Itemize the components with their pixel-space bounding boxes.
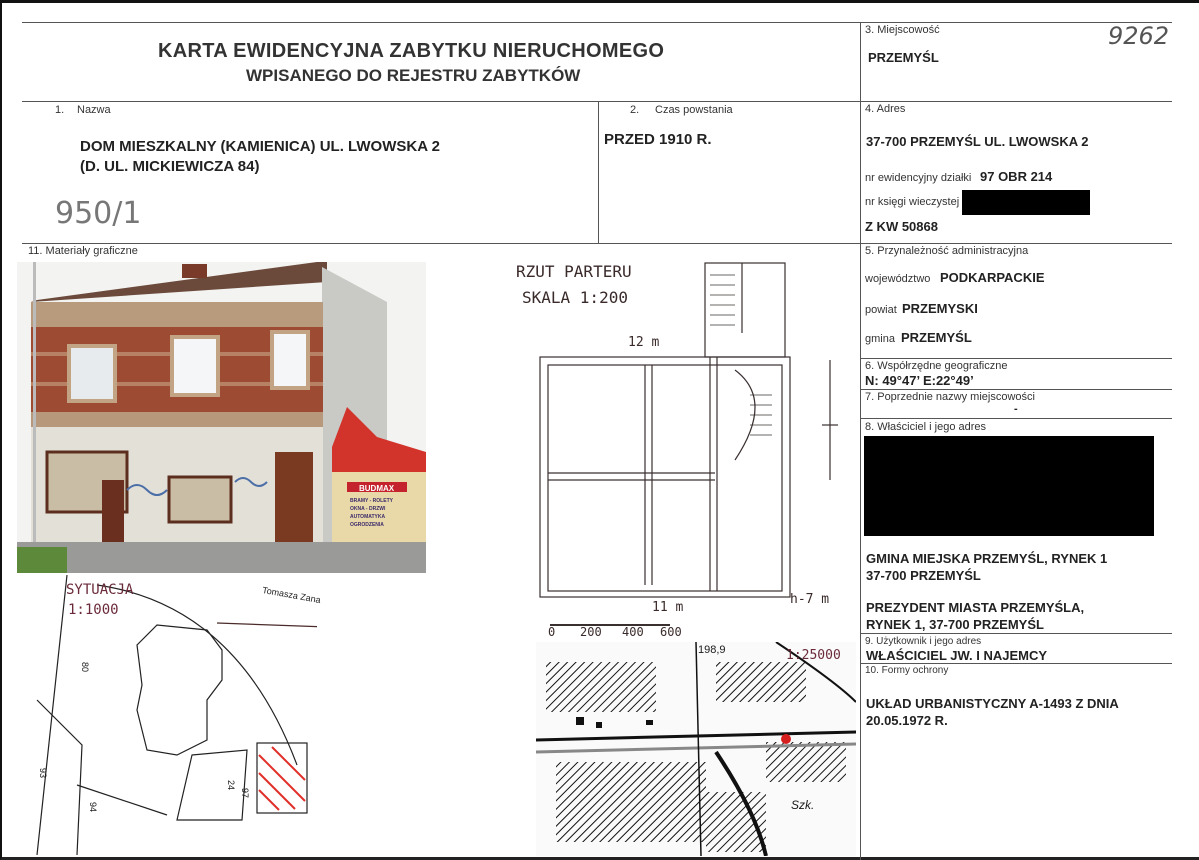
map-elevation: 198,9 (698, 644, 726, 656)
document-title: KARTA EWIDENCYJNA ZABYTKU NIERUCHOMEGO (158, 40, 665, 62)
dim-bottom: 11 m (652, 600, 684, 615)
map-scale: 1:25000 (786, 648, 841, 663)
field-1-value-line2: (D. UL. MICKIEWICZA 84) (80, 158, 260, 175)
owner2-line2: RYNEK 1, 37-700 PRZEMYŚL (866, 617, 1044, 632)
redacted-land-register (962, 190, 1090, 215)
field-1-label: Nazwa (77, 104, 111, 116)
redacted-owner (864, 436, 1154, 536)
dim-top: 12 m (628, 335, 660, 350)
svg-text:BRAMY - ROLETY: BRAMY - ROLETY (350, 498, 393, 504)
divider-col-right (860, 22, 861, 860)
city-map (536, 642, 856, 856)
floor-plan-scale: SKALA 1:200 (522, 288, 628, 307)
coordinates-value: N: 49°47’ E:22°49’ (865, 373, 974, 388)
handwritten-number: 9262 (1108, 22, 1170, 50)
field-7-label: 7. Poprzednie nazwy miejscowości (865, 391, 1035, 403)
divider-f8 (860, 418, 1172, 419)
divider-f10 (860, 663, 1172, 664)
land-register-label: nr księgi wieczystej (865, 196, 960, 208)
scale-bar-400: 400 (622, 625, 644, 639)
owner1-line2: 37-700 PRZEMYŚL (866, 568, 981, 583)
scale-bar-200: 200 (580, 625, 602, 639)
svg-text:AUTOMATYKA: AUTOMATYKA (350, 514, 386, 520)
divider-f9 (860, 633, 1172, 634)
divider-col-mid (598, 101, 599, 243)
voivodeship-label: województwo (865, 273, 931, 285)
field-2-value: PRZED 1910 R. (604, 131, 712, 148)
parcel-97: 97 (240, 787, 251, 799)
divider-top (22, 22, 1172, 23)
city-map-illustration (536, 642, 856, 856)
divider-row2 (22, 243, 1172, 244)
plot-number-value: 97 OBR 214 (980, 169, 1053, 184)
street-name: Tomasza Zana (261, 584, 322, 606)
field-2-label: Czas powstania (655, 104, 733, 116)
divider-f6 (860, 358, 1172, 359)
field-2-number: 2. (630, 104, 640, 116)
parcel-24: 24 (226, 779, 237, 791)
voivodeship-value: PODKARPACKIE (940, 270, 1045, 285)
field-11-label: 11. Materiały graficzne (28, 245, 138, 257)
field-3-label: 3. Miejscowość (865, 24, 940, 36)
field-6-label: 6. Współrzędne geograficzne (865, 360, 1008, 372)
field-5-label: 5. Przynależność administracyjna (865, 245, 1029, 257)
field-1-number: 1. (55, 104, 65, 116)
owner1-line1: GMINA MIEJSKA PRZEMYŚL, RYNEK 1 (866, 551, 1108, 566)
site-plan-scale: 1:1000 (68, 602, 119, 618)
building-photo (17, 262, 426, 573)
document-subtitle: WPISANEGO DO REJESTRU ZABYTKÓW (246, 66, 581, 85)
dim-height: h-7 m (790, 592, 830, 607)
protection-line2: 20.05.1972 R. (866, 713, 948, 728)
site-plan-map (17, 575, 317, 855)
protection-line1: UKŁAD URBANISTYCZNY A-1493 Z DNIA (866, 696, 1119, 711)
field-3-value: PRZEMYŚL (868, 50, 939, 65)
county-label: powiat (865, 304, 897, 316)
parcel-80: 80 (80, 661, 91, 673)
field-8-label: 8. Właściciel i jego adres (865, 421, 987, 433)
divider-f7 (860, 389, 1172, 390)
commune-label: gmina (865, 333, 895, 345)
user-value: WŁAŚCICIEL JW. I NAJEMCY (866, 648, 1048, 663)
scale-bar-0: 0 (548, 625, 556, 639)
location-marker (781, 734, 791, 744)
map-label-szk: Szk. (791, 798, 815, 812)
svg-text:OKNA - DRZWI: OKNA - DRZWI (350, 506, 386, 512)
field-9-label: 9. Użytkownik i jego adres (865, 636, 982, 647)
field-4-value: 37-700 PRZEMYŚL UL. LWOWSKA 2 (866, 134, 1089, 149)
field-10-label: 10. Formy ochrony (865, 665, 949, 676)
parcel-94: 94 (88, 801, 99, 813)
parcel-93: 93 (38, 767, 49, 779)
land-register-value: Z KW 50868 (865, 219, 938, 234)
divider-row1 (22, 101, 1172, 102)
scale-bar-600: 600 (660, 625, 682, 639)
site-plan-title: SYTUACJA (66, 582, 134, 598)
commune-value: PRZEMYŚL (901, 330, 972, 345)
field-4-label: 4. Adres (865, 103, 906, 115)
floor-plan-title: RZUT PARTERU (516, 262, 632, 281)
field-1-value-line1: DOM MIESZKALNY (KAMIENICA) UL. LWOWSKA 2 (80, 138, 440, 155)
sign-brand: BUDMAX (359, 484, 395, 493)
previous-names-value: - (1014, 403, 1018, 415)
owner2-line1: PREZYDENT MIASTA PRZEMYŚLA, (866, 600, 1085, 615)
handwritten-registry-number: 950/1 (55, 196, 142, 231)
plot-number-label: nr ewidencyjny działki (865, 172, 972, 184)
building-photo-illustration (17, 262, 426, 573)
county-value: PRZEMYSKI (902, 301, 978, 316)
svg-text:OGRODZENIA: OGRODZENIA (350, 522, 384, 528)
